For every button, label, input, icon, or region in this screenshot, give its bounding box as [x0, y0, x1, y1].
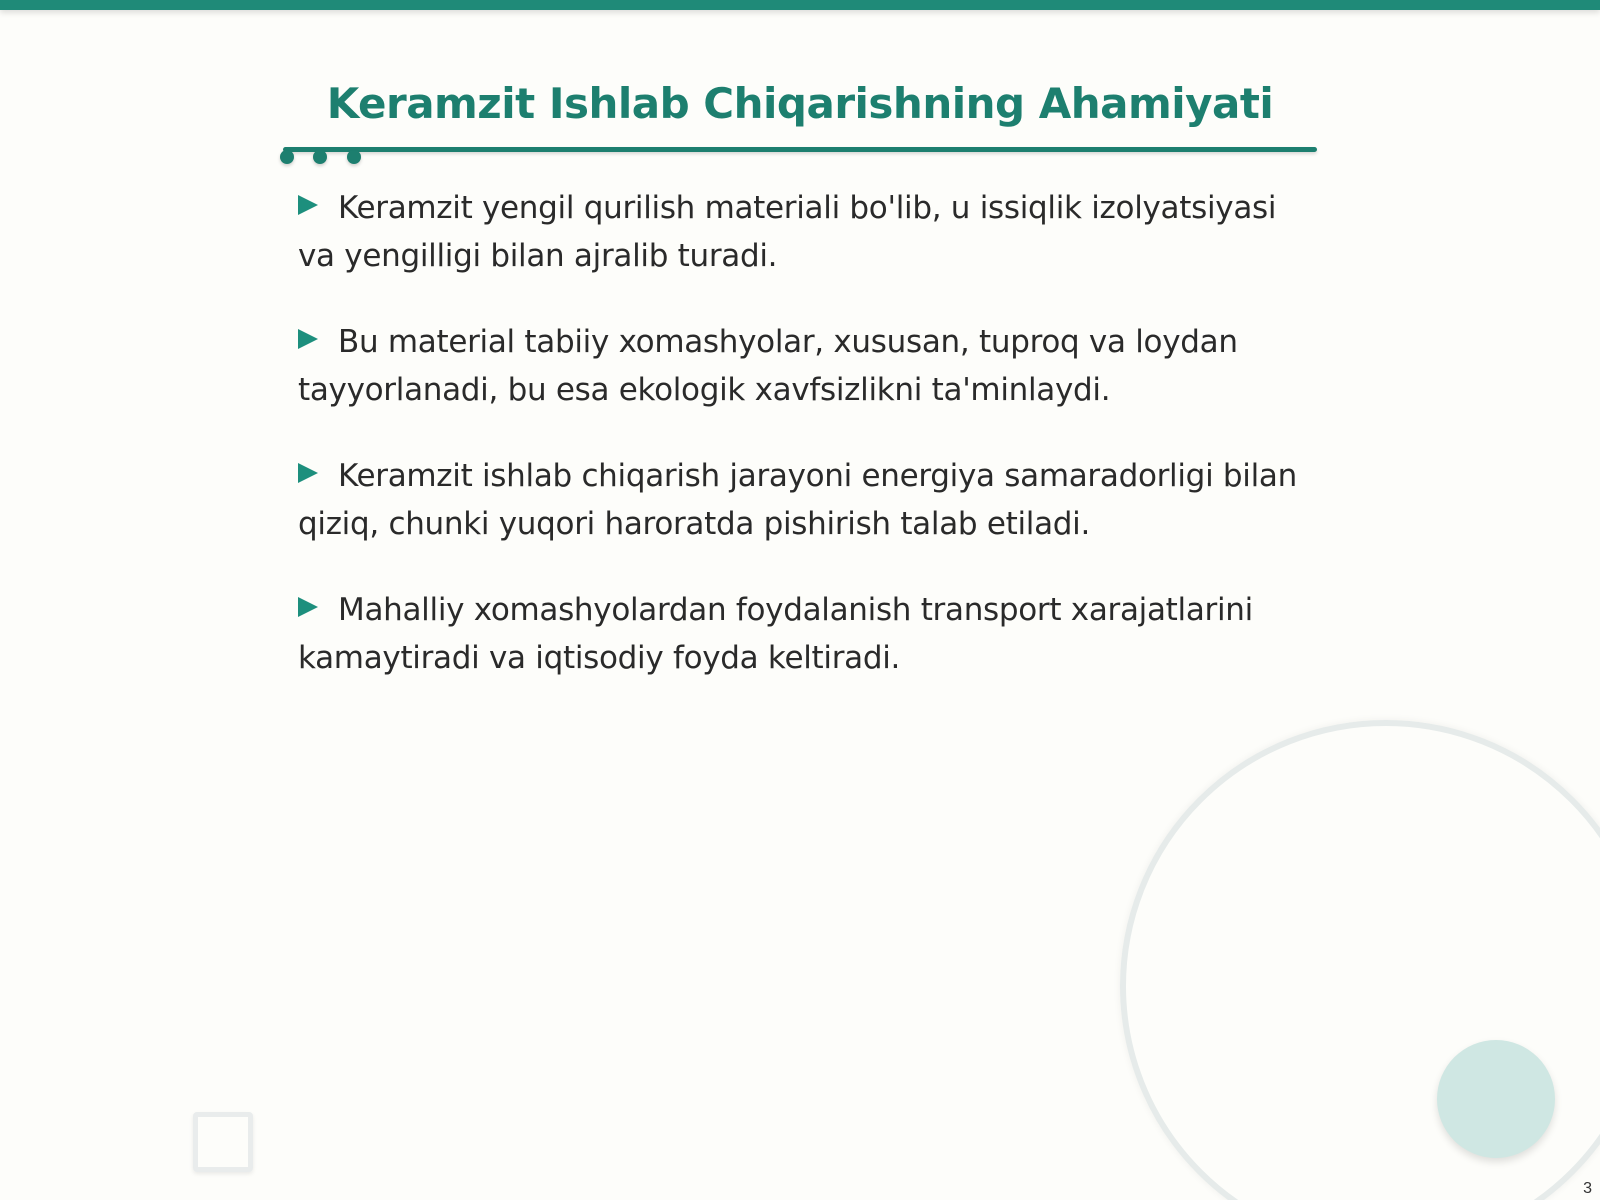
decorative-square [193, 1112, 253, 1172]
title-underline [283, 147, 1317, 152]
triangle-right-icon [298, 463, 318, 483]
top-accent-bar [0, 0, 1600, 10]
triangle-right-icon [298, 329, 318, 349]
bullet-text: Keramzit ishlab chiqarish jarayoni energiya samaradorligi bilan qiziq, chunki yuqori haroratda pishirish talab etiladi. [298, 458, 1297, 542]
page-number: 3 [1583, 1180, 1592, 1197]
decorative-dot [347, 150, 361, 164]
bullet-text: Bu material tabiiy xomashyolar, xususan, tuproq va loydan tayyorlanadi, bu esa ekologik xavfsizlikni ta'minlaydi. [298, 324, 1238, 408]
bullet-list [298, 184, 1298, 720]
decorative-dot [313, 150, 327, 164]
bullet-item [298, 452, 1298, 548]
triangle-right-icon [298, 195, 318, 215]
bullet-item [298, 318, 1298, 414]
slide-title: Keramzit Ishlab Chiqarishning Ahamiyati [326, 79, 1274, 128]
bullet-text: Mahalliy xomashyolardan foydalanish transport xarajatlarini kamaytiradi va iqtisodiy foyda keltiradi. [298, 592, 1253, 676]
bullet-text: Keramzit yengil qurilish materiali bo'lib, u issiqlik izolyatsiyasi va yengilligi bilan ajralib turadi. [298, 190, 1277, 274]
decorative-circle [1437, 1040, 1555, 1158]
decorative-dot [280, 150, 294, 164]
triangle-right-icon [298, 597, 318, 617]
bullet-item [298, 586, 1298, 682]
bullet-item [298, 184, 1298, 280]
